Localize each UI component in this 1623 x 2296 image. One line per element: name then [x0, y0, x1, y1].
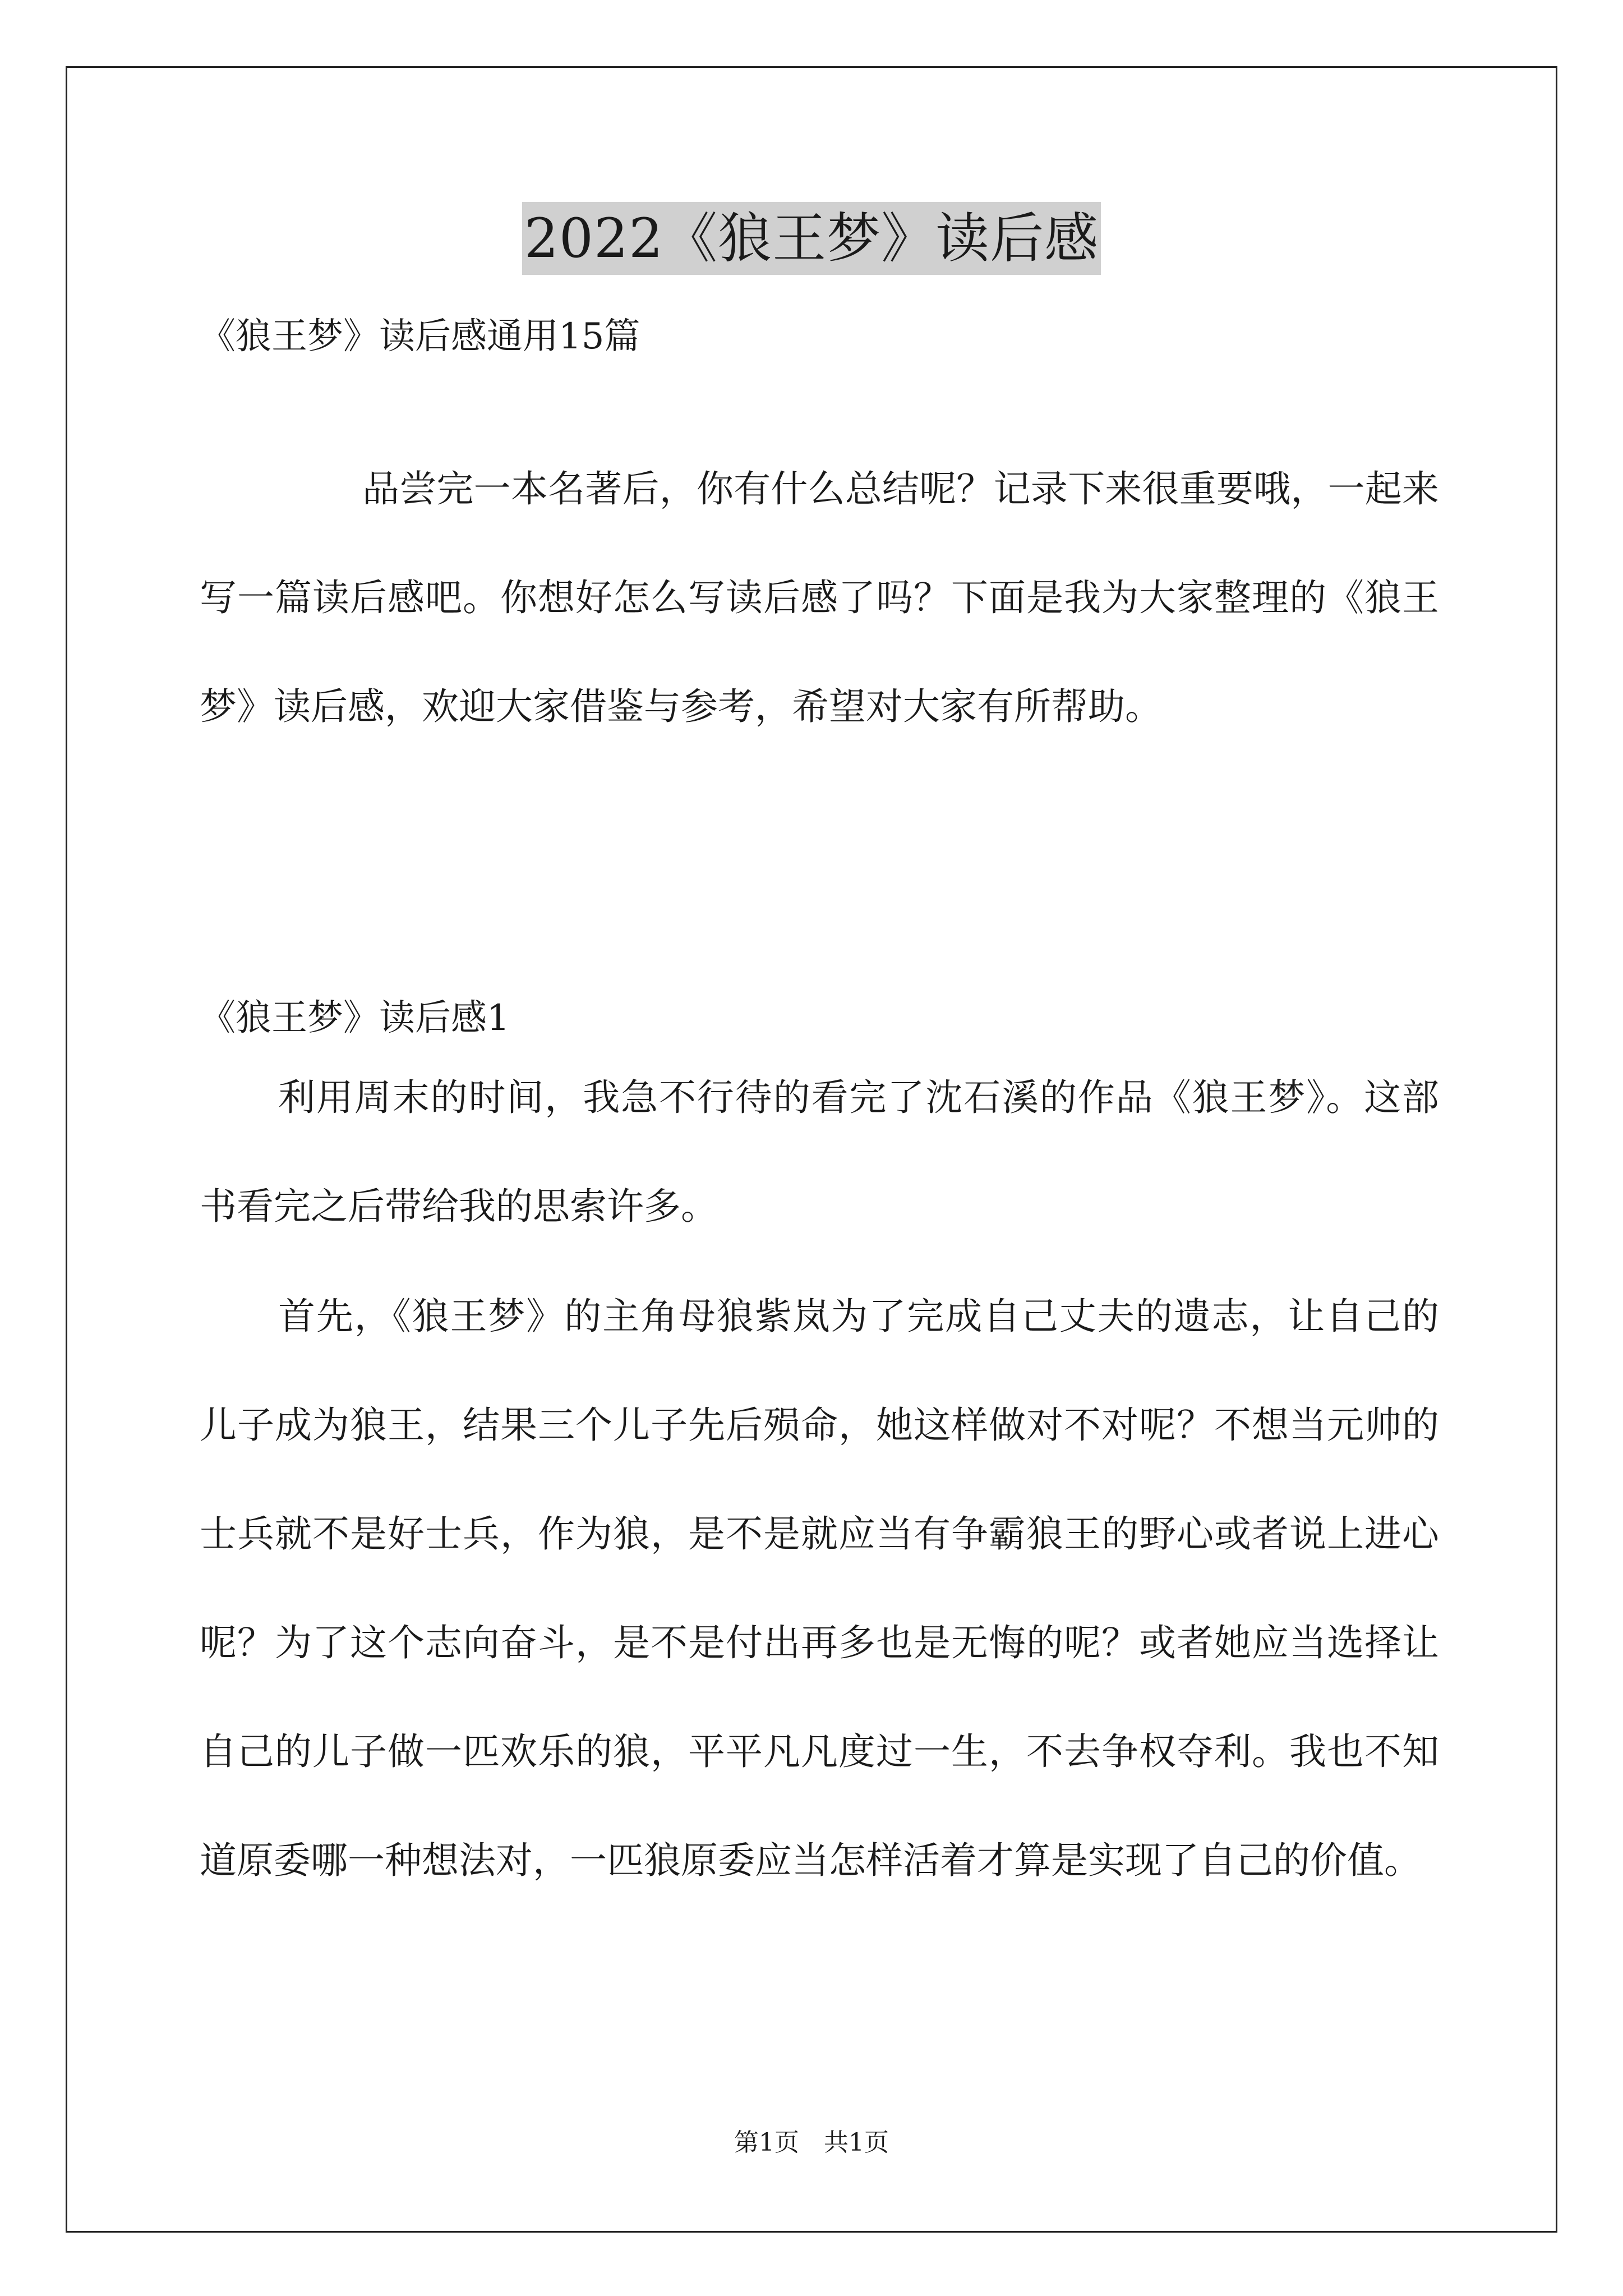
intro-paragraph: 品尝完一本名著后，你有什么总结呢？记录下来很重要哦，一起来写一篇读后感吧。你想好怎么写读后感了吗？下面是我为大家整理的《狼王梦》读后感，欢迎大家借鉴与参考，希望对大家有所帮助。	[200, 467, 1439, 728]
page-footer: 第1页 共1页	[734, 2128, 889, 2157]
body-paragraph-2: 首先，《狼王梦》的主角母狼紫岚为了完成自己丈夫的遗志，让自己的儿子成为狼王，结果三个儿子先后殒命，她这样做对不对呢？不想当元帅的士兵就不是好士兵，作为狼，是不是就应当有争霸狼王的野心或者说上进心呢？为了这个志向奋斗，是不是付出再多也是无悔的呢？或者她应当选择让自己的儿子做一匹欢乐的狼，平平凡凡度过一生，不去争权夺利。我也不知道原委哪一种想法对，一匹狼原委应当怎样活着才算是实现了自己的价值。	[200, 1295, 1439, 1882]
title-container	[0, 202, 1623, 275]
document-title: 2022《狼王梦》读后感	[522, 202, 1101, 275]
body-paragraph-1: 利用周末的时间，我急不行待的看完了沈石溪的作品《狼王梦》。这部书看完之后带给我的思索许多。	[200, 1076, 1439, 1228]
section-heading: 《狼王梦》读后感1	[200, 997, 510, 1039]
document-subtitle: 《狼王梦》读后感通用15篇	[200, 316, 640, 357]
